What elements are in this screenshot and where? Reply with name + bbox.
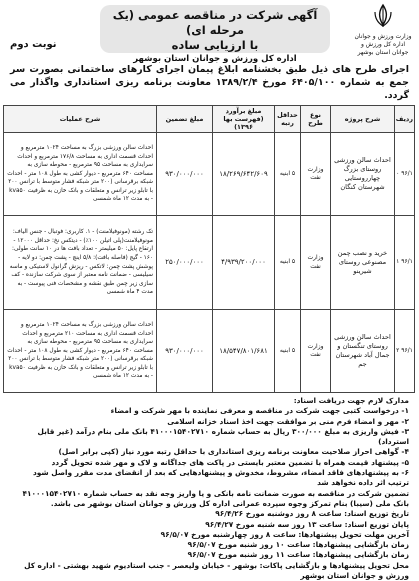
condition-item: ۴- گواهی احراز صلاحیت معاونت برنامه ریزی استانداری با حداقل رتبه مورد نیاز (کپی برابر اصل): [58, 447, 409, 457]
header-rank: حداقل رتبه: [275, 106, 301, 133]
emblem-icon: [370, 3, 396, 29]
cell-ops: احداث سالن ورزشی بزرگ به مساحت ۱۰۲۴ مترمربع و احداث قسمت اداری به مساحت ۲۱۰ مترمربع و احداث سرایداری به مساحت ۹۵ مترمربع - محوطه سازی به مساحت ۶۴۰ مترمربع - دیوار کشی به طول ۱۰۸ متر - احداث شبکه برقرسانی (۲۰۰ متر شبکه فشار متوسط با ترانس ۲۰۰ با تابلو زیر ترانس و متعلقات و بانک خازن به ظرفیت kva۵۰ - به مدت ۱۲ ماه شمسی: [4, 310, 157, 393]
cell-ops: احداث سالن ورزشی بزرگ به مساحت ۱۰۲۴ مترمربع و احداث قسمت اداری به مساحت ۱۷۶/۸ مترمربع و احداث سرایداری به مساحت ۹۵ مترمربع - محوطه سازی به مساحت ۶۴۰ مترمربع - دیوار کشی به طول ۱۰۸ متر - احداث شبکه برقرسانی (۲۰۰ متر شبکه فشار متوسط با ترانس ۲۰۰ با تابلو زیر ترانس و متعلقات و بانک خازن به ظرفیت kva۵۰ - به مدت ۱۲ ماه شمسی: [4, 133, 157, 216]
notice-title: آگهی شرکت در مناقصه عمومی (یک مرحله ای): [112, 8, 318, 37]
conditions-section: [4, 393, 415, 581]
cell-guarantee: ۲۵۰/۰۰۰/۰۰۰: [157, 216, 213, 310]
logo-line-1: وزارت ورزش و جوانان: [354, 33, 412, 40]
cell-contract: وزارت نفت: [301, 216, 331, 310]
header-contract: نوع طرح: [301, 106, 331, 133]
cell-rank: ۵ ابنیه: [275, 216, 301, 310]
distribution-end: پایان توزیع اسناد: ساعت ۱۳ روز سه شنبه مورخ ۹۶/۴/۲۷: [205, 519, 409, 529]
notice-header: [4, 3, 415, 64]
cell-estimate: ۱۸/۵۴۷/۸۰۱/۶۸۱: [213, 310, 275, 393]
cell-estimate: ۴/۹۳۹/۲۰۰/۰۰۰: [213, 216, 275, 310]
conditions-heading: مدارک لازم جهت دریافت اسناد:: [293, 396, 409, 405]
guarantee-note: تضمین شرکت در مناقصه به صورت ضمانت نامه بانکی و یا واریز وجه نقد به حساب شماره ۴۱۰۰۰۱۵۴۰۲۷۱۰ بانک ملی (سیبا) بنام تمرکز وجوه سپرده عمرانی اداره کل ورزش و جوانان استان بوشهر می باشد.: [22, 488, 409, 508]
condition-item: ۲- مهر و امضاء فرم منی بر موافقت جهت اخذ اسناد خزانه اسلامی: [167, 416, 409, 426]
cell-rank: ۵ ابنیه: [275, 310, 301, 393]
logo-line-2: اداره کل ورزش و جوانان استان بوشهر: [357, 41, 409, 56]
submission-deadline: آخرین مهلت تحویل پیشنهادها: ساعت ۸ روز چهارشنبه مورخ ۹۶/۵/۰۷: [160, 529, 409, 539]
cell-project: احداث سالن ورزشی روستای بزرگ چهارروستایی شهرستان کنگان: [331, 133, 395, 216]
table-row: [4, 216, 415, 310]
projects-table: [3, 105, 415, 393]
cell-radif: ۹۶/۱ ۰: [395, 133, 415, 216]
cell-radif: ۹۶/۱ ۲: [395, 310, 415, 393]
cell-estimate: ۱۸/۲۶۹/۶۴۲/۶۰۹: [213, 133, 275, 216]
cell-ops: تک رشته (مونوفیلامنت) - ۱. کاربری: فوتبال - جنس الیاف: مونوفیلامنت(پلی اتیلن ۱۰۰٪) - دیتکس نخ: حداقل ۱۲۰۰۰ - ارتفاع پایل: ۵۰ میلیمتر - تعداد بافت ها در ۱۰ سانت طولی: ۱۶۰ - گیج (فاصله بافت): ۵/۸ اینچ - پشت چمن: دو لایه - پوشش پشت چمن: لاتکس - ریزش گرانول لاستیکی و ماسه سیلیسی - ضمانت نامه معتبر از سوی شرکت سازنده - کف سازی زیر چمن طبق نقشه و مشخصات فنی پیوست - به مدت ۴ ماه شمسی: [4, 216, 157, 310]
table-row: [4, 310, 415, 393]
cell-guarantee: ۹۳۰/۰۰۰/۰۰۰: [157, 133, 213, 216]
header-guarantee: مبلغ تضمین: [157, 106, 213, 133]
round-label: نوبت دوم: [10, 39, 57, 50]
cell-contract: وزارت نفت: [301, 133, 331, 216]
notice-organization: اداره کل ورزش و جوانان استان بوشهر: [133, 54, 297, 64]
distribution-start: تاریخ توزیع اسناد: ساعت ۸ روز دوشنبه مورخ ۹۶/۴/۲۶: [215, 509, 409, 519]
header-ops: شرح عملیات: [4, 106, 157, 133]
opening-time-2: زمان بازگشایی پیشنهادها: ساعت ۱۱ روز شنبه مورخ ۹۶/۵/۰۷: [187, 550, 409, 560]
cell-contract: وزارت نفت: [301, 310, 331, 393]
notice-subtitle: با ارزیابی ساده: [171, 38, 259, 52]
condition-item: ۱- درخواست کتبی جهت شرکت در مناقصه و معرفی نماینده با مهر شرکت و امضاء: [110, 406, 409, 416]
opening-time: زمان بازگشایی پیشنهادها: ساعت ۱۰ روز شنبه مورخ ۹۶/۵/۰۷: [187, 540, 409, 550]
header-project: شرح پروژه: [331, 106, 395, 133]
condition-item: ۵- پیشنهاد قیمت همراه با تضمین معتبر بایستی در پاکت های جداگانه و لاک و مهر شده تحویل گردد: [51, 457, 409, 467]
title-box: [100, 5, 330, 64]
table-header-row: [4, 106, 415, 133]
cell-project: احداث سالن ورزشی روستای تنگستان و جمال آباد شهرستان جم: [331, 310, 395, 393]
cell-project: خرید و نصب چمن مصنوعی روستای شیرینو: [331, 216, 395, 310]
condition-item: ۳- فیش واریزی به مبلغ ۳۰۰/۰۰۰ ریال به حساب شماره ۴۱۰۰۰۱۵۴۰۲۷۱۰ بانک ملی بنام درآمد (غیر قابل استرداد): [37, 426, 409, 447]
cell-radif: ۹۶/۱ ۱: [395, 216, 415, 310]
delivery-location: محل تحویل پیشنهادها و بازگشایی پاکات: بوشهر - خیابان ولیعصر - جنب استادیوم شهید بهشتی - اداره کل ورزش و جوانان استان بوشهر: [24, 560, 409, 581]
cell-guarantee: ۹۳۰/۰۰۰/۰۰۰: [157, 310, 213, 393]
header-estimate: مبلغ برآورد (فهرست بها ۱۳۹۶): [213, 106, 275, 133]
condition-item: ۶- به پیشنهادهای فاقد امضاء، مشروط، مخدوش و پیشنهادهایی که بعد از انقضای مدت مقرر واصل شود ترتیب اثر داده نخواهد شد: [32, 468, 409, 488]
intro-paragraph: اجرای طرح های ذیل طبق بخشنامه ابلاغ پیمان اجرای کارهای ساختمانی بصورت سر جمع به شماره ۶۴۰۵/۱۰۰ مورخ ۱۳۸۹/۲/۴ معاونت برنامه ریزی استانداری واگذار می گردد.: [10, 64, 409, 101]
ministry-logo: [353, 3, 413, 57]
cell-rank: ۵ ابنیه: [275, 133, 301, 216]
table-row: [4, 133, 415, 216]
header-radif: ردیف: [395, 106, 415, 133]
